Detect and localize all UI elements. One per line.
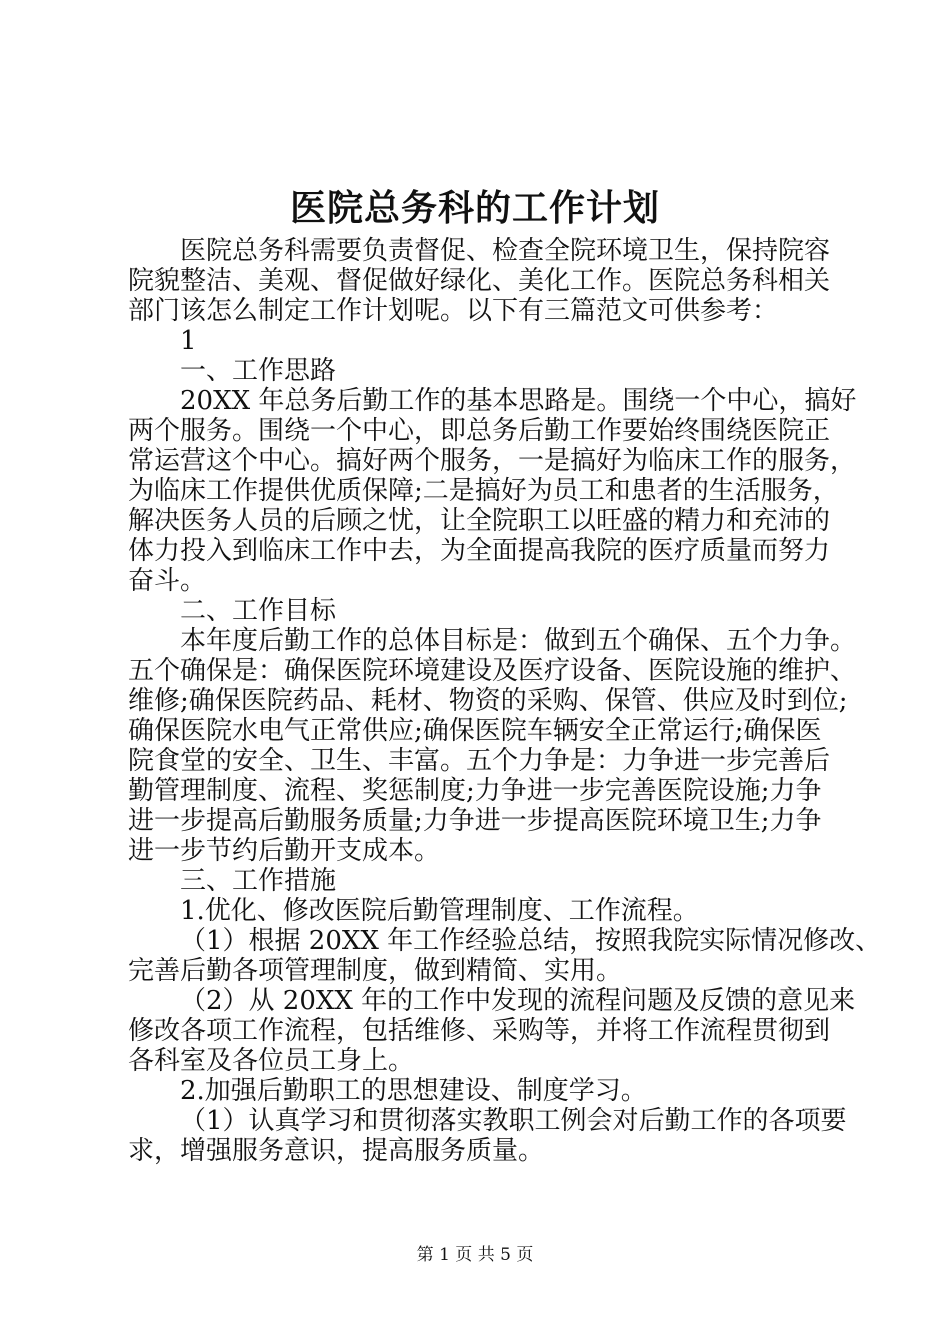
text-line: 两个服务。围绕一个中心，即总务后勤工作要始终围绕医院正	[128, 416, 831, 446]
text-line: 奋斗。	[128, 566, 207, 596]
text-line: 五个确保是：确保医院环境建设及医疗设备、医院设施的维护、	[128, 656, 857, 686]
text-line: 解决医务人员的后顾之忧，让全院职工以旺盛的精力和充沛的	[128, 506, 831, 536]
text-line: 二、工作目标	[180, 596, 337, 626]
text-line: （1）根据 20XX 年工作经验总结，按照我院实际情况修改、	[180, 926, 882, 956]
text-line: 1.优化、修改医院后勤管理制度、工作流程。	[180, 896, 699, 926]
text-line: 部门该怎么制定工作计划呢。以下有三篇范文可供参考：	[128, 296, 779, 326]
text-line: 20XX 年总务后勤工作的基本思路是。围绕一个中心，搞好	[180, 386, 857, 416]
text-line: 确保医院水电气正常供应;确保医院车辆安全正常运行;确保医	[128, 716, 822, 746]
text-line: 维修;确保医院药品、耗材、物资的采购、保管、供应及时到位;	[128, 686, 848, 716]
text-line: 院食堂的安全、卫生、丰富。五个力争是：力争进一步完善后	[128, 746, 831, 776]
text-line: 进一步节约后勤开支成本。	[128, 836, 441, 866]
text-line: 三、工作措施	[180, 866, 337, 896]
document-title: 医院总务科的工作计划	[289, 187, 660, 229]
text-line: （1）认真学习和贯彻落实教职工例会对后勤工作的各项要	[180, 1106, 847, 1136]
text-line: 进一步提高后勤服务质量;力争进一步提高医院环境卫生;力争	[128, 806, 822, 836]
text-line: 为临床工作提供优质保障;二是搞好为员工和患者的生活服务，	[128, 476, 839, 506]
text-line: 2.加强后勤职工的思想建设、制度学习。	[180, 1076, 647, 1106]
page-footer: 第 1 页 共 5 页	[416, 1245, 534, 1265]
text-line: 1	[180, 326, 197, 356]
text-line: （2）从 20XX 年的工作中发现的流程问题及反馈的意见来	[180, 986, 856, 1016]
text-line: 本年度后勤工作的总体目标是：做到五个确保、五个力争。	[180, 626, 857, 656]
text-line: 医院总务科需要负责督促、检查全院环境卫生，保持院容	[180, 236, 831, 266]
text-line: 常运营这个中心。搞好两个服务，一是搞好为临床工作的服务，	[128, 446, 857, 476]
text-line: 院貌整洁、美观、督促做好绿化、美化工作。医院总务科相关	[128, 266, 831, 296]
text-line: 修改各项工作流程，包括维修、采购等，并将工作流程贯彻到	[128, 1016, 831, 1046]
document-body	[128, 236, 882, 1166]
text-line: 勤管理制度、流程、奖惩制度;力争进一步完善医院设施;力争	[128, 776, 822, 806]
text-line: 体力投入到临床工作中去，为全面提高我院的医疗质量而努力	[128, 536, 831, 566]
text-line: 各科室及各位员工身上。	[128, 1046, 415, 1076]
text-line: 完善后勤各项管理制度，做到精简、实用。	[128, 956, 623, 986]
text-line: 求，增强服务意识，提高服务质量。	[128, 1136, 545, 1166]
text-line: 一、工作思路	[180, 356, 337, 386]
